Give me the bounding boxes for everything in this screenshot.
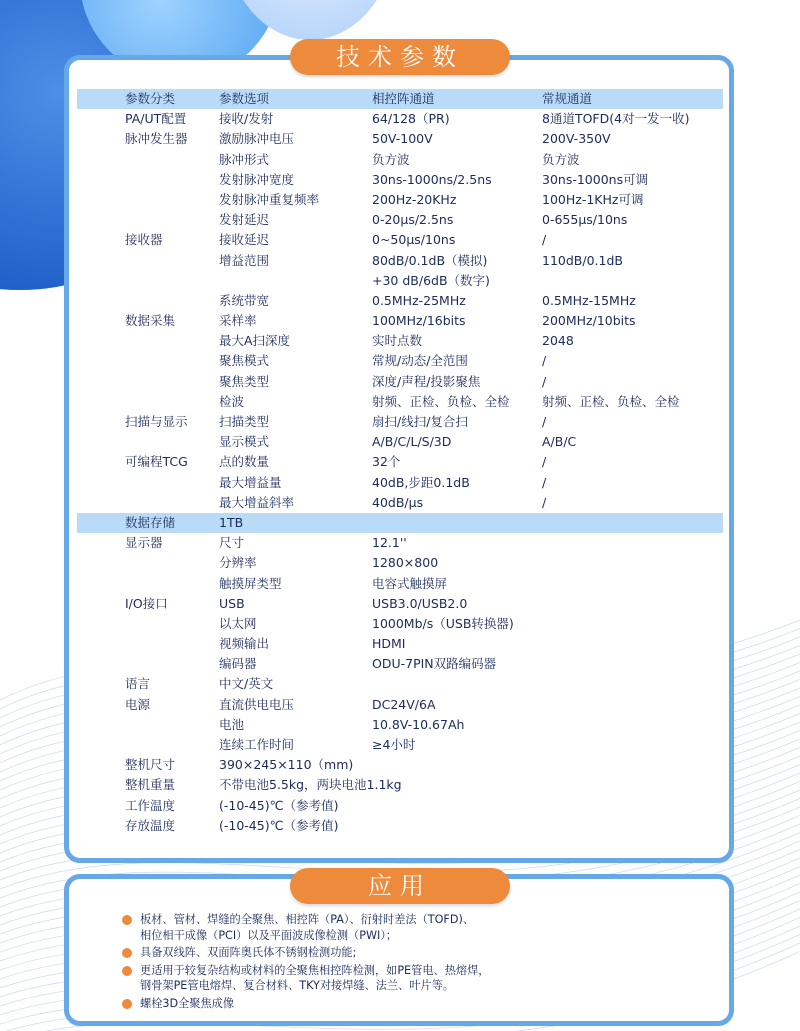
spec-cell-c2: 不带电池5.5kg，两块电池1.1kg [219,777,402,793]
spec-cell-c2: 最大增益量 [219,474,282,490]
spec-cell-c3: 射频、正检、负检、全检 [372,393,510,409]
spec-row [77,614,723,634]
spec-cell-c4: 100Hz-1KHz可调 [542,191,644,207]
spec-cell-c4: 30ns-1000ns可调 [542,171,649,187]
bullet-icon [122,966,132,976]
spec-row [77,775,723,795]
spec-cell-c2: 以太网 [219,615,257,631]
spec-cell-c4: A/B/C [542,434,577,450]
spec-cell-c3: 40dB,步距0.1dB [372,474,470,490]
application-item [122,996,712,1012]
spec-cell-c4: / [542,474,547,490]
spec-cell-c3: ≥4小时 [372,737,416,752]
application-text: 板材、管材、焊缝的全聚焦、相控阵（PA）、衍射时差法（TOFD)、 [140,913,475,926]
spec-cell-c3: 50V-100V [372,131,433,147]
spec-cell-c2: 接收/发射 [219,111,274,127]
spec-cell-c3: 64/128（PR) [372,111,450,127]
spec-cell-c2: USB [219,595,245,611]
spec-cell-c2: 分辨率 [219,555,257,571]
spec-cell-c2: 系统带宽 [219,292,270,308]
specs-title: 技术参数 [290,39,510,75]
application-item [122,963,712,994]
spec-row [77,634,723,654]
spec-cell-c1: I/O接口 [125,595,168,611]
spec-cell-c1: 电源 [125,696,151,712]
spec-cell-c2: 中文/英文 [219,676,274,692]
spec-row [77,210,723,230]
spec-cell-c3: 10.8V-10.67Ah [372,716,465,732]
spec-row [77,89,723,109]
spec-row [77,695,723,715]
spec-row [77,816,723,836]
spec-cell-c2: 参数选项 [219,91,270,106]
spec-cell-c3: 负方波 [372,151,410,167]
bullet-icon [122,999,132,1009]
spec-cell-c2: 增益范围 [219,252,270,268]
spec-cell-c4: 常规通道 [542,91,593,106]
spec-row [77,493,723,513]
spec-row [77,796,723,816]
spec-cell-c2: 发射延迟 [219,212,270,228]
spec-row [77,311,723,331]
applications-title: 应用 [290,868,510,904]
spec-cell-c1: 数据存储 [125,514,176,530]
spec-cell-c2: 聚焦模式 [219,353,270,369]
spec-row [77,412,723,432]
spec-row [77,735,723,755]
spec-row [77,533,723,553]
spec-cell-c3: 30ns-1000ns/2.5ns [372,171,492,187]
spec-row [77,715,723,735]
specs-table [77,89,723,836]
spec-cell-c2: 直流供电电压 [219,696,295,712]
spec-row [77,109,723,129]
spec-cell-c3: 1280×800 [372,555,439,571]
spec-row [77,331,723,351]
spec-cell-c3: 0~50μs/10ns [372,232,456,248]
application-text: 相位相干成像（PCI）以及平面波成像检测（PWI）； [140,928,398,942]
spec-row [77,513,723,533]
spec-row [77,594,723,614]
spec-cell-c3: 实时点数 [372,333,423,349]
spec-cell-c2: 电池 [219,716,245,732]
spec-cell-c3: 80dB/0.1dB（模拟) [372,252,488,268]
application-text: 具备双线阵、双面阵奥氏体不锈钢检测功能; [140,946,357,960]
spec-row [77,553,723,573]
spec-cell-c3: 0.5MHz-25MHz [372,292,466,308]
spec-cell-c3: USB3.0/USB2.0 [372,595,468,611]
spec-row [77,230,723,250]
spec-row [77,291,723,311]
spec-cell-c3: 1000Mb/s（USB转换器) [372,615,514,631]
spec-cell-c3: 0-20μs/2.5ns [372,212,454,228]
spec-cell-c1: 脉冲发生器 [125,131,188,147]
spec-cell-c1: 语言 [125,676,151,692]
spec-cell-c2: (-10-45)℃（参考值) [219,817,339,833]
spec-cell-c2: 检波 [219,393,245,409]
spec-cell-c3: DC24V/6A [372,696,436,712]
spec-row [77,129,723,149]
spec-cell-c4: 200V-350V [542,131,611,147]
spec-cell-c2: (-10-45)℃（参考值) [219,797,339,813]
spec-cell-c2: 视频输出 [219,636,270,652]
spec-row [77,170,723,190]
spec-row [77,755,723,775]
spec-row [77,372,723,392]
spec-cell-c2: 采样率 [219,313,257,329]
spec-cell-c4: / [542,494,547,510]
spec-cell-c2: 显示模式 [219,434,270,450]
spec-row [77,190,723,210]
application-text: 螺栓3D全聚焦成像 [140,996,235,1010]
spec-cell-c3: A/B/C/L/S/3D [372,434,452,450]
spec-cell-c3: 深度/声程/投影聚焦 [372,373,481,389]
spec-cell-c1: 参数分类 [125,91,176,106]
spec-cell-c1: 扫描与显示 [125,414,188,429]
spec-cell-c3: 常规/动态/全范围 [372,353,468,369]
spec-cell-c4: 0.5MHz-15MHz [542,292,636,308]
applications-list [122,912,712,1014]
spec-cell-c1: 整机重量 [125,777,176,793]
application-item [122,945,712,961]
spec-cell-c4: / [542,373,547,389]
spec-cell-c2: 聚焦类型 [219,373,270,389]
spec-cell-c1: 可编程TCG [125,454,188,470]
spec-cell-c1: 接收器 [125,232,163,248]
application-text: 更适用于较复杂结构或材料的全聚焦相控阵检测，如PE管电、热熔焊， [140,963,490,977]
spec-cell-c2: 390×245×110（mm) [219,757,354,773]
spec-cell-c2: 触摸屏类型 [219,575,282,591]
spec-cell-c3: 电容式触摸屏 [372,575,448,591]
spec-cell-c4: 2048 [542,333,574,349]
spec-cell-c4: / [542,454,547,470]
spec-cell-c4: 负方波 [542,151,580,167]
spec-row [77,452,723,472]
spec-row [77,432,723,452]
spec-row [77,351,723,371]
spec-cell-c2: 激励脉冲电压 [219,131,295,147]
application-text: 钢骨架PE管电熔焊、复合材料、TKY对接焊缝、法兰、叶片等。 [140,979,455,993]
spec-cell-c1: 显示器 [125,535,163,551]
spec-row [77,271,723,291]
spec-cell-c2: 最大增益斜率 [219,494,295,510]
spec-cell-c2: 脉冲形式 [219,151,270,167]
spec-cell-c2: 发射脉冲宽度 [219,171,295,187]
spec-row [77,392,723,412]
spec-row [77,574,723,594]
spec-cell-c1: 存放温度 [125,817,176,833]
spec-cell-c4: / [542,353,547,369]
spec-cell-c2: 尺寸 [219,535,245,551]
spec-row [77,654,723,674]
spec-cell-c2: 发射脉冲重复频率 [219,191,320,207]
spec-cell-c1: 工作温度 [125,797,176,813]
spec-cell-c1: 整机尺寸 [125,757,176,773]
bullet-icon [122,915,132,925]
spec-cell-c2: 扫描类型 [219,414,270,429]
spec-row [77,251,723,271]
spec-cell-c3: 32个 [372,454,401,470]
spec-cell-c4: 200MHz/10bits [542,313,636,329]
spec-cell-c4: 射频、正检、负检、全检 [542,393,680,409]
spec-cell-c2: 接收延迟 [219,232,270,248]
spec-cell-c2: 1TB [219,514,244,530]
spec-cell-c3: +30 dB/6dB（数字) [372,272,490,288]
spec-row [77,473,723,493]
spec-cell-c4: / [542,414,547,429]
spec-cell-c3: 12.1'' [372,535,407,551]
spec-row [77,150,723,170]
spec-cell-c2: 编码器 [219,656,257,672]
spec-cell-c4: / [542,232,547,248]
spec-cell-c3: ODU-7PIN双路编码器 [372,656,497,672]
spec-cell-c3: 200Hz-20KHz [372,191,457,207]
spec-cell-c4: 110dB/0.1dB [542,252,623,268]
spec-cell-c3: 相控阵通道 [372,91,435,106]
spec-cell-c2: 点的数量 [219,454,270,470]
spec-cell-c1: 数据采集 [125,313,176,329]
spec-row [77,674,723,694]
spec-cell-c2: 最大A扫深度 [219,333,291,349]
spec-cell-c3: 100MHz/16bits [372,313,466,329]
spec-cell-c3: 扇扫/线扫/复合扫 [372,414,468,429]
application-item [122,912,712,943]
bullet-icon [122,948,132,958]
spec-cell-c3: 40dB/μs [372,494,424,510]
spec-cell-c1: PA/UT配置 [125,111,187,127]
spec-cell-c3: HDMI [372,636,406,652]
spec-cell-c4: 0-655μs/10ns [542,212,628,228]
spec-cell-c4: 8通道TOFD(4对一发一收) [542,111,690,127]
spec-cell-c2: 连续工作时间 [219,737,295,752]
